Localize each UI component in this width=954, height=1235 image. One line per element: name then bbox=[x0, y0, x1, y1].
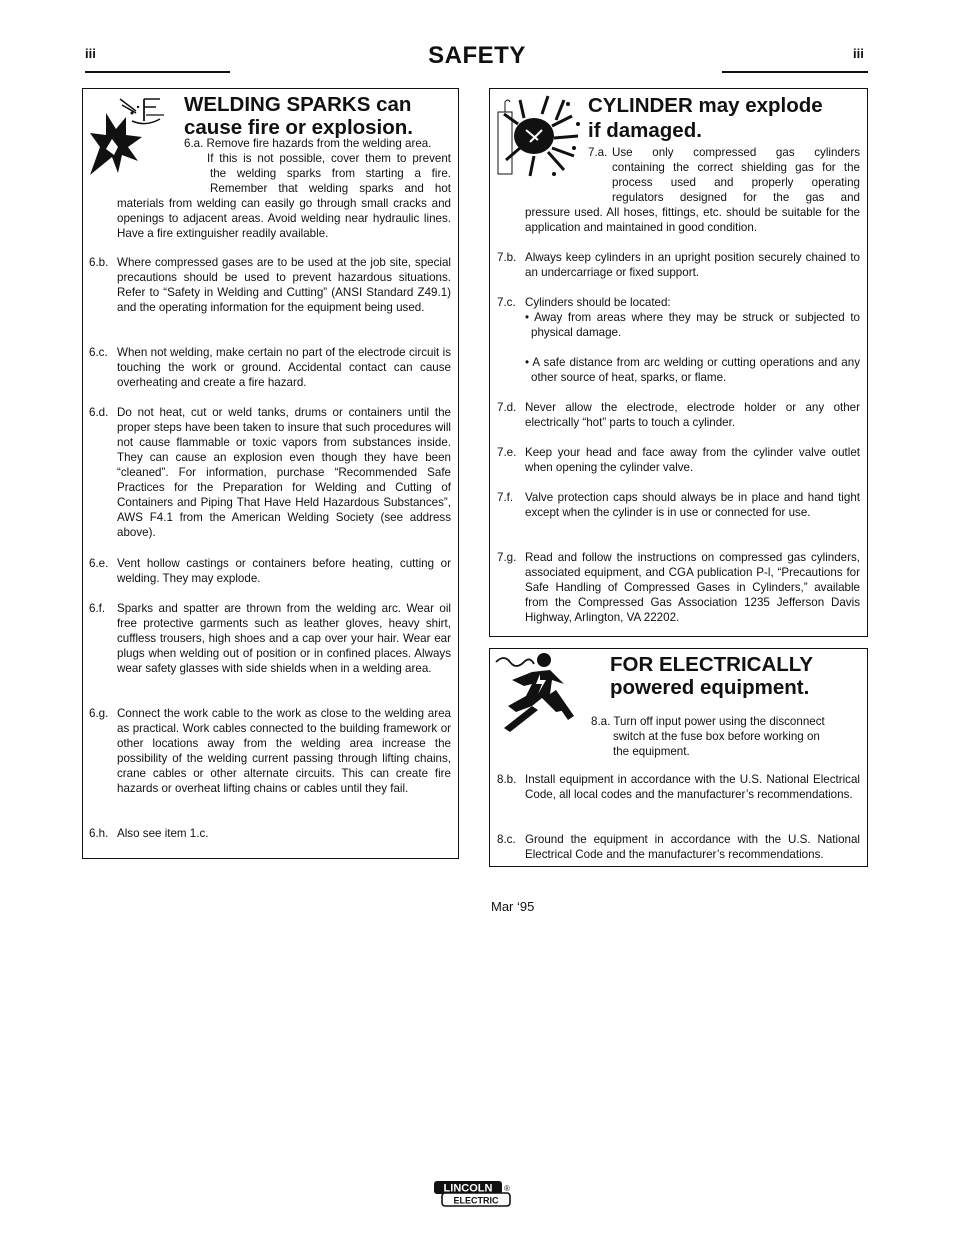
item-7b bbox=[497, 250, 860, 280]
item-text: Also see item 1.c. bbox=[117, 827, 209, 840]
item-8b bbox=[497, 772, 860, 802]
item-6a-line4: Remember that welding sparks and hot bbox=[210, 182, 451, 195]
item-6a-line2: If this is not possible, cover them to prevent bbox=[207, 152, 451, 165]
item-text: Install equipment in accordance with the U.S. National Electrical Code, all local codes and the manufacturer’s recommendations. bbox=[525, 773, 860, 801]
item-text: Always keep cylinders in an upright position securely chained to an undercarriage or fixed support. bbox=[525, 251, 860, 279]
item-number: 7.g. bbox=[497, 551, 517, 564]
cylinder-explosion-icon bbox=[494, 90, 586, 180]
item-6g bbox=[89, 706, 451, 796]
item-6d bbox=[89, 405, 451, 540]
welding-heading-line1: WELDING SPARKS can bbox=[184, 93, 412, 116]
electrical-heading-line1: FOR ELECTRICALLY bbox=[610, 653, 814, 676]
electrical-heading-line2: powered equipment. bbox=[610, 676, 810, 699]
logo-line1: LINCOLN bbox=[443, 1182, 493, 1195]
item-number: 7.f. bbox=[497, 491, 514, 504]
cylinder-heading-line1: CYLINDER may explode bbox=[588, 94, 823, 117]
welding-sparks-explosion-icon bbox=[86, 91, 174, 177]
page-number-right: iii bbox=[853, 46, 864, 61]
item-text: Cylinders should be located: bbox=[525, 296, 671, 309]
item-7a-text: pressure used. All hoses, fittings, etc. should be suitable for the application and maintained in good condition. bbox=[525, 206, 860, 234]
item-text: Keep your head and face away from the cylinder valve outlet when opening the cylinder valve. bbox=[525, 446, 860, 474]
item-number: 7.e. bbox=[497, 446, 517, 459]
item-7a-line3: process used and properly operating bbox=[612, 176, 860, 189]
item-6c bbox=[89, 345, 451, 390]
item-number: 6.c. bbox=[89, 346, 108, 359]
item-number: 8.c. bbox=[497, 833, 516, 846]
item-text: Valve protection caps should always be in place and hand tight except when the cylinder is in use or connected for use. bbox=[525, 491, 860, 519]
item-text: Ground the equipment in accordance with the U.S. National Electrical Code and the manufacturer’s recommendations. bbox=[525, 833, 860, 861]
item-6f bbox=[89, 601, 451, 676]
item-text: Never allow the electrode, electrode holder or any other electrically “hot” parts to touch a cylinder. bbox=[525, 401, 860, 429]
item-text: Read and follow the instructions on compressed gas cylinders, associated equipment, and CGA publication P-l, “Precautions for Safe Handling of Compressed Gases in Cylinders,” available from the Compressed Gas Association 1235 Jefferson Davis Highway, Arlington, VA 22202. bbox=[525, 551, 860, 624]
page-title: SAFETY bbox=[428, 42, 526, 69]
item-text: Where compressed gases are to be used at the job site, special precautions should be used to prevent hazardous situations. Refer to “Safety in Welding and Cutting” (ANSI Standard Z49.1) and the operating information for the equipment being used. bbox=[117, 256, 451, 314]
item-7c-bullet-2: • A safe distance from arc welding or cutting operations and any other source of heat, sparks, or flame. bbox=[525, 356, 860, 384]
item-7a-number: 7.a. bbox=[588, 146, 608, 159]
item-number: 7.c. bbox=[497, 296, 516, 309]
revision-date: Mar ‘95 bbox=[491, 899, 535, 914]
item-number: 6.e. bbox=[89, 557, 109, 570]
item-6b bbox=[89, 255, 451, 315]
item-6e bbox=[89, 556, 451, 586]
item-7a-line1: Use only compressed gas cylinders bbox=[612, 146, 860, 159]
item-number: 6.b. bbox=[89, 256, 109, 269]
item-text: Sparks and spatter are thrown from the welding arc. Wear oil free protective garments such as leather gloves, heavy shirt, cuffless trousers, high shoes and a cap over your hair. Wear ear plugs when welding out of position or in confined places. Always wear safety glasses with side shields when in a welding area. bbox=[117, 602, 451, 675]
item-7e bbox=[497, 445, 860, 475]
item-number: 6.h. bbox=[89, 827, 109, 840]
item-number: 6.d. bbox=[89, 406, 109, 419]
welding-heading-line2: cause fire or explosion. bbox=[184, 116, 413, 139]
item-text: Vent hollow castings or containers before heating, cutting or welding. They may explode. bbox=[117, 557, 451, 585]
electric-shock-icon bbox=[494, 650, 590, 734]
item-number: 6.f. bbox=[89, 602, 106, 615]
item-8a-line2: switch at the fuse box before working on bbox=[613, 730, 820, 743]
item-number: 6.g. bbox=[89, 707, 109, 720]
item-number: 8.b. bbox=[497, 773, 517, 786]
item-8c bbox=[497, 832, 860, 862]
item-7g bbox=[497, 550, 860, 625]
logo-line2: ELECTRIC bbox=[453, 1195, 499, 1206]
item-7a-line2: containing the correct shielding gas for the bbox=[612, 161, 860, 174]
cylinder-heading-line2: if damaged. bbox=[588, 119, 702, 142]
header-rule-left bbox=[85, 71, 230, 73]
item-text: Connect the work cable to the work as close to the welding area as practical. Work cables connected to the building framework or other locations away from the welding area increase the possibility of the welding current passing through lifting chains, crane cables or other alternate circuits. This can create fire hazards or overheat lifting chains or cables until they fail. bbox=[117, 707, 451, 795]
item-7a-line4: regulators designed for the gas and bbox=[612, 191, 860, 204]
page-number-left: iii bbox=[85, 46, 96, 61]
item-number: 7.d. bbox=[497, 401, 517, 414]
item-text: When not welding, make certain no part of the electrode circuit is touching the work or ground. Accidental contact can cause overheating and create a fire hazard. bbox=[117, 346, 451, 389]
item-7c bbox=[497, 295, 860, 310]
header-rule-right bbox=[722, 71, 868, 73]
item-7d bbox=[497, 400, 860, 430]
item-8a-line1: 8.a. Turn off input power using the disconnect bbox=[591, 715, 825, 728]
item-7c-bullet-1: • Away from areas where they may be struck or subjected to physical damage. bbox=[525, 311, 860, 339]
item-7f bbox=[497, 490, 860, 520]
item-8a-line3: the equipment. bbox=[613, 745, 690, 758]
lincoln-electric-logo bbox=[433, 1180, 513, 1208]
item-6a-text: materials from welding can easily go through small cracks and openings to adjacent areas. Avoid welding near hydraulic lines. Have a fire extinguisher readily available. bbox=[117, 197, 451, 240]
item-6h bbox=[89, 826, 451, 841]
item-text: Do not heat, cut or weld tanks, drums or containers until the proper steps have been taken to insure that such procedures will not cause flammable or toxic vapors from substances inside. They can cause an explosion even though they have been “cleaned”. For information, purchase “Recommended Safe Practices for the Preparation for Welding and Cutting of Containers and Piping That Have Held Hazardous Substances”, AWS F4.1 from the American Welding Society (see address above). bbox=[117, 406, 451, 539]
item-6a-line1: 6.a. Remove fire hazards from the welding area. bbox=[184, 137, 432, 150]
item-6a-line3: the welding sparks from starting a fire. bbox=[210, 167, 451, 180]
logo-registered-mark: ® bbox=[504, 1184, 510, 1193]
item-number: 7.b. bbox=[497, 251, 517, 264]
